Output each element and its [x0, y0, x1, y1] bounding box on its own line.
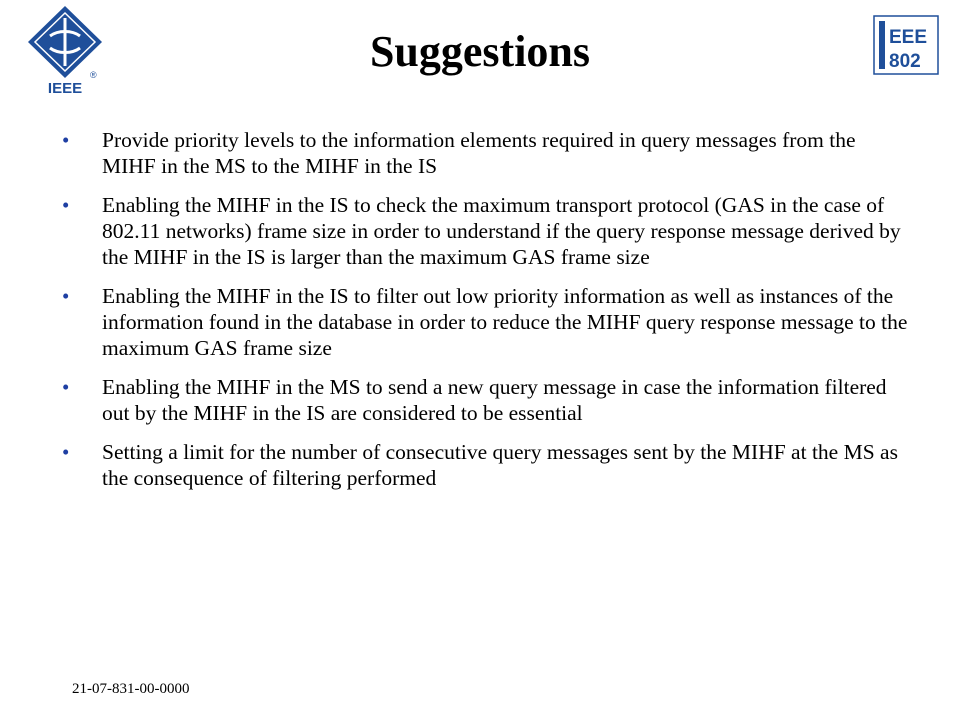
bullet-dot-icon: • — [62, 440, 70, 464]
bullet-dot-icon: • — [62, 284, 70, 308]
slide-title: Suggestions — [369, 27, 591, 76]
bullet-item — [62, 127, 912, 179]
bullet-item — [62, 374, 912, 426]
bullet-text: Enabling the MIHF in the IS to check the maximum transport protocol (GAS in the case of 802.11 networks) frame size in order to understand if the query response message derived by the MIHF in the IS is larger than the maximum GAS frame size — [102, 193, 901, 269]
bullet-dot-icon: • — [62, 193, 70, 217]
bullet-text: Provide priority levels to the information elements required in query messages from the MIHF in the MS to the MIHF in the IS — [102, 128, 856, 178]
bullet-list — [62, 127, 912, 504]
bullet-item — [62, 283, 912, 361]
document-number: 21-07-831-00-0000 — [72, 681, 190, 697]
bullet-item — [62, 439, 912, 491]
bullet-dot-icon: • — [62, 128, 70, 152]
ieee-802-line1: EEE — [889, 27, 928, 48]
bullet-text: Setting a limit for the number of consecutive query messages sent by the MIHF at the MS as the consequence of filtering performed — [102, 440, 898, 490]
ieee-logo-text: IEEE — [47, 80, 83, 96]
ieee-802-line2: 802 — [889, 51, 921, 72]
bullet-text: Enabling the MIHF in the IS to filter out low priority information as well as instances of the information found in the database in order to reduce the MIHF query response message to the maximum GAS frame size — [102, 284, 908, 360]
bullet-text: Enabling the MIHF in the MS to send a new query message in case the information filtered out by the MIHF in the IS are considered to be essential — [102, 375, 887, 425]
bullet-item — [62, 192, 912, 270]
ieee-registered-mark: ® — [90, 70, 97, 80]
bullet-dot-icon: • — [62, 375, 70, 399]
